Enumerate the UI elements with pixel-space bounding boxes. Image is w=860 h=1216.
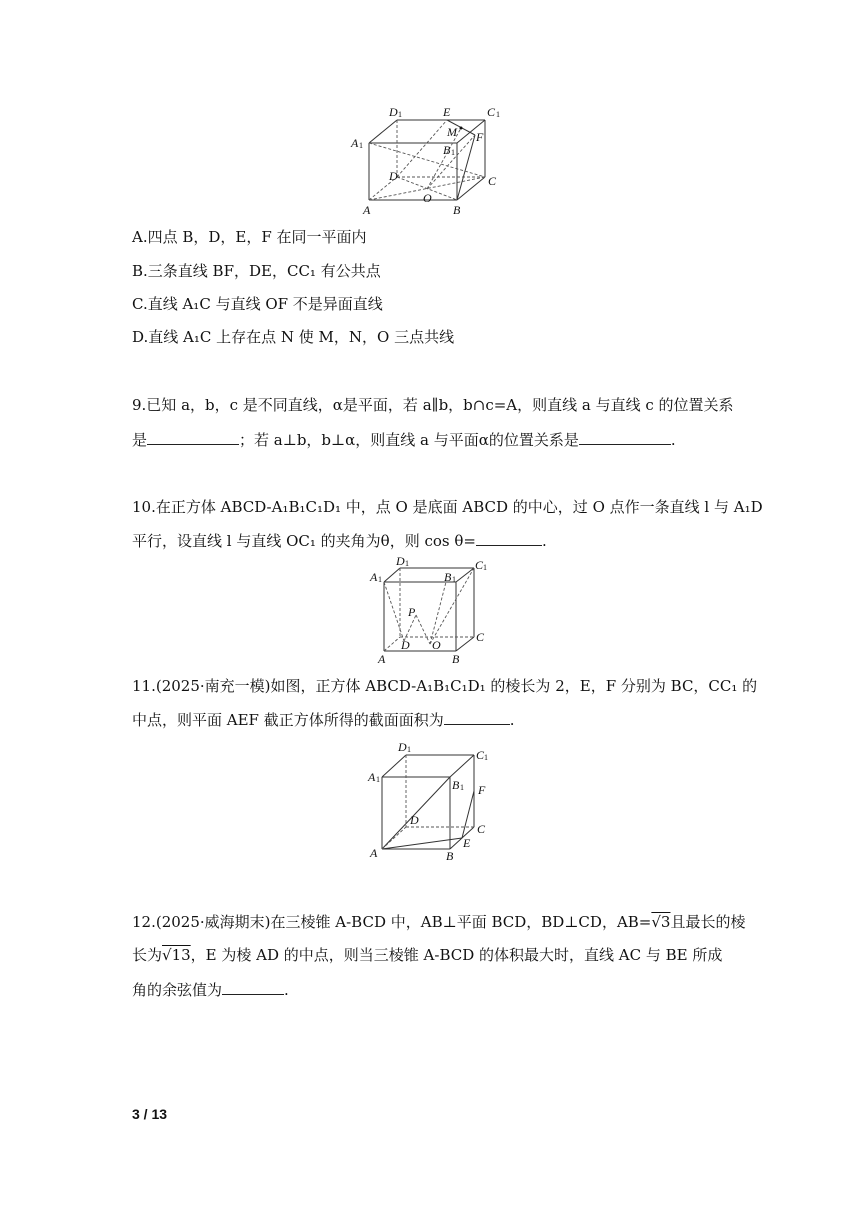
label-c1: C (476, 748, 485, 762)
label-m: M (447, 125, 457, 139)
svg-text:1: 1 (451, 148, 455, 157)
label-b: B (452, 652, 460, 666)
question-12-line-3: 角的余弦值为 . (132, 981, 289, 999)
option-b: B.三条直线 BF，DE，CC₁ 有公共点 (132, 262, 381, 280)
question-10-line-1: 10.在正方体 ABCD-A₁B₁C₁D₁ 中，点 O 是底面 ABCD 的中心，过 O 点作一条直线 l 与 A₁D (132, 498, 763, 516)
label-e: E (443, 105, 451, 119)
cube-figure-2 (368, 555, 498, 667)
sqrt-3: √3 (651, 913, 671, 931)
answer-blank[interactable] (476, 530, 542, 546)
answer-blank[interactable] (147, 429, 239, 445)
option-d: D.直线 A₁C 上存在点 N 使 M，N，O 三点共线 (132, 328, 455, 346)
cube-figure-1 (345, 103, 515, 221)
label-a1: A (368, 770, 376, 784)
label-d1: D (389, 105, 398, 119)
question-12-line-2: 长为√13，E 为棱 AD 的中点，则当三棱锥 A-BCD 的体积最大时，直线 AC 与 BE 所成 (132, 946, 723, 964)
label-c1: C (487, 105, 496, 119)
label-c: C (477, 822, 486, 836)
question-11-line-1: 11.(2025·南充一模)如图，正方体 ABCD-A₁B₁C₁D₁ 的棱长为 2，E，F 分别为 BC，CC₁ 的 (132, 677, 758, 695)
label-b1: B (443, 143, 451, 157)
label-d1: D (396, 555, 405, 568)
option-c: C.直线 A₁C 与直线 OF 不是异面直线 (132, 295, 383, 313)
svg-text:1: 1 (460, 783, 464, 792)
page-number: 3 / 13 (132, 1106, 168, 1122)
label-d: D (410, 813, 419, 827)
question-11-line-2: 中点，则平面 AEF 截正方体所得的截面面积为 . (132, 711, 515, 729)
option-a: A.四点 B，D，E，F 在同一平面内 (132, 228, 367, 246)
svg-text:1: 1 (407, 745, 411, 754)
sqrt-13: √13 (162, 946, 191, 964)
label-o: O (432, 638, 441, 652)
label-a: A (363, 203, 371, 217)
label-f: F (476, 130, 484, 144)
svg-text:1: 1 (484, 753, 488, 762)
svg-text:1: 1 (359, 141, 363, 150)
label-b1: B (444, 570, 452, 584)
question-9-line-1: 9.已知 a，b，c 是不同直线，α是平面，若 a∥b，b∩c=A，则直线 a 与直线 c 的位置关系 (132, 396, 734, 414)
cube-figure-3 (366, 737, 502, 863)
svg-text:1: 1 (398, 110, 402, 119)
answer-blank[interactable] (444, 709, 510, 725)
label-a1: A (351, 136, 359, 150)
label-b: B (453, 203, 461, 217)
label-f: F (478, 783, 486, 797)
label-c1: C (475, 558, 484, 572)
label-o: O (423, 191, 432, 205)
label-p: P (408, 605, 416, 619)
label-a1: A (370, 570, 378, 584)
question-10-line-2: 平行，设直线 l 与直线 OC₁ 的夹角为θ，则 cos θ= . (132, 532, 547, 550)
svg-text:1: 1 (483, 563, 487, 572)
question-12-line-1: 12.(2025·威海期末)在三棱锥 A-BCD 中，AB⊥平面 BCD，BD⊥CD，AB=√3且最长的棱 (132, 913, 746, 931)
label-d: D (389, 169, 398, 183)
label-c: C (488, 174, 497, 188)
label-d1: D (398, 740, 407, 754)
answer-blank[interactable] (579, 429, 671, 445)
svg-text:1: 1 (378, 575, 382, 584)
answer-blank[interactable] (222, 979, 284, 995)
label-a: A (370, 846, 378, 860)
svg-text:1: 1 (452, 575, 456, 584)
label-a: A (378, 652, 386, 666)
label-b: B (446, 849, 454, 863)
label-d: D (401, 638, 410, 652)
svg-text:1: 1 (405, 559, 409, 568)
svg-text:1: 1 (376, 775, 380, 784)
label-e: E (463, 836, 471, 850)
label-c: C (476, 630, 485, 644)
svg-text:1: 1 (496, 110, 500, 119)
question-9-line-2: 是 ；若 a⊥b，b⊥α，则直线 a 与平面α的位置关系是 . (132, 431, 676, 449)
label-b1: B (452, 778, 460, 792)
